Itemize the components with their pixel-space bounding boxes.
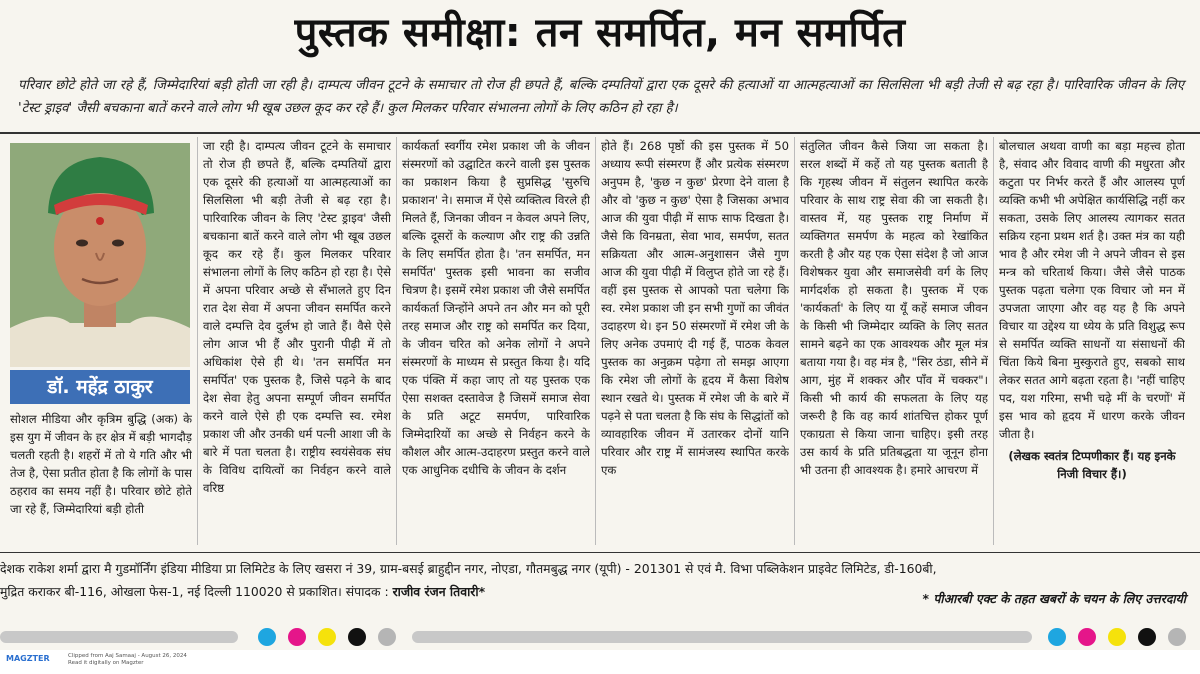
clip-line-1: Clipped from Aaj Samaaj - August 26, 2024: [68, 653, 187, 659]
divider: [0, 132, 1200, 134]
magenta-dot: [1078, 628, 1096, 646]
cyan-dot: [1048, 628, 1066, 646]
clip-line-2: Read it digitally on Magzter: [68, 660, 144, 666]
imprint-line-1: देशक राकेश शर्मा द्वारा मै गुडमॉर्निंग इंडिया मीडिया प्रा लिमिटेड के लिए खसरा नं 39, ग्राम-बसई ब्राहुद्दीन नगर, नोएडा, गौतमबुद्ध नगर (यूपी) - 201301 से एवं मै. विभा पब्लिकेशन प्राइवेट लिमिटेड, डी-160बी,: [0, 561, 937, 576]
author-photo: [10, 143, 190, 367]
black-dot: [1138, 628, 1156, 646]
column-text: होते हैं। 268 पृष्ठों की इस पुस्तक में 50 अध्याय रूपी संस्मरण हैं और प्रत्येक संस्मरण अनुपम है, 'कुछ न कुछ' प्रेरणा देने वाला है और वो 'कुछ न कुछ' ऐसा है जिसका अभाव आज की युवा पीढ़ी में साफ साफ दिखता है। जैसे कि विनम्रता, सेवा भाव, समर्पण, सतत सक्रियता और आत्म-अनुशासन जैसे गुण आज की युवा पीढ़ी में विलुप्त होते जा रहे हैं। वहीं इस पुस्तक से आपको पता चलेगा कि स्व. रमेश प्रकाश जी इन सभी गुणों का जीवंत उदाहरण थे। इन 50 संस्मरणों में रमेश जी के लिए अनेक उपमाएं दी गई हैं, पाठक केवल पुस्तक का अनुक्रम पढ़ेगा तो समझ आएगा कि रमेश जी लोगों के हृदय में कैसा विशेष स्थान रखते थे। पुस्तक में रमेश जी के बारे में पढ़ने से पता चलता है कि संघ के सिद्धांतों को व्यावहारिक जीवन में उतारकर दोनों यानि परिवार और राष्ट्र में सामंजस्य स्थापित करके एक: [601, 139, 789, 477]
grey-bar: [0, 631, 238, 643]
yellow-dot: [1108, 628, 1126, 646]
column-text: संतुलित जीवन कैसे जिया जा सकता है। सरल शब्दों में कहें तो यह पुस्तक बताती है कि गृहस्थ जीवन में संतुलन स्थापित करके परिवार के साथ राष्ट्र सेवा की जा सकती है। वास्तव में, यह पुस्तक राष्ट्र निर्माण में व्यक्तिगत समर्पण के महत्व को रेखांकित करती है और यह एक ऐसा संदेश है जो आज विशेषकर युवा और समाजसेवी वर्ग के लिए मार्गदर्शक हो सकता है। पुस्तक में एक 'कार्यकर्ता' के लिए या यूँ कहें समाज जीवन के किसी भी जिम्मेदार व्यक्ति के लिए सतत सामने बढ़ने का एक आवश्यक और मूल मंत्र बताया गया है। वह मंत्र है, "सिर ठंडा, सीने में आग, मुंह में शक्कर और पाँव में चक्कर"। किसी भी कार्य की सफलता के लिए यह जरूरी है कि वह कार्य शांतचित्त होकर पूर्ण एकाग्रता से किया जाना चाहिए। इसी तरह उस कार्य के प्रति प्रतिबद्धता या जूनून होना भी उतना ही आवश्यक है। हमारे आचरण में: [800, 139, 988, 477]
article-column-1: [10, 410, 192, 550]
magzter-footer: [0, 650, 1200, 674]
column-text: कार्यकर्ता स्वर्गीय रमेश प्रकाश जी के जीवन संस्मरणों को उद्घाटित करने वाली इस पुस्तक का प्रकाशन किया है सुप्रसिद्ध 'सुरुचि प्रकाशन' ने। समाज में ऐसे व्यक्तित्व विरले ही मिलते हैं, जिनका जीवन न केवल अपने लिए, बल्कि दूसरों के कल्याण और राष्ट्र की उन्नति के लिए समर्पित होता है। 'तन समर्पित, मन समर्पित' पुस्तक इसी भावना का सजीव चित्रण है। इसमें रमेश प्रकाश जी जैसे समर्पित कार्यकर्ता जिन्होंने अपने तन और मन को पूरी तरह समाज और राष्ट्र को समर्पित कर दिया, के जीवन चरित को अनेक लोगों ने अपने संस्मरणों के माध्यम से प्रस्तुत किया है। यदि एक पंक्ति में कहा जाए तो यह पुस्तक एक ऐसा सशक्त दस्तावेज है जिसमें समाज सेवा के प्रति अटूट समर्पण, पारिवारिक जिम्मेदारियों का अच्छे से निर्वहन करने के कौशल और आत्म-उदाहरण प्रस्तुत करने वाले एक आधुनिक दधीचि के जीवन के दर्शन: [402, 139, 590, 477]
imprint-line-2: मुद्रित कराकर बी-116, ओखला फेस-1, नई दिल्ली 110020 से प्रकाशित। संपादक :: [0, 584, 389, 599]
column-divider: [993, 137, 994, 545]
author-name: डॉ. महेंद्र ठाकुर: [10, 370, 190, 404]
article-column-2: [203, 137, 391, 549]
article-column-4: [601, 137, 789, 549]
column-text: जा रही है। दाम्पत्य जीवन टूटने के समाचार तो रोज ही छपते हैं, बल्कि दम्पतियों द्वारा एक दूसरे की हत्याओं या आत्महत्याओं का सिलसिला भी बड़ी तेजी से बढ़ रहा है। पारिवारिक जीवन के लिए 'टेस्ट ड्राइव' जैसी बचकाना बातें करने वाले लोग भी खूब उछल कूद कर रहे हैं। कुल मिलकर परिवार संभालना लोगों के लिए कठिन हो रहा है। ऐसे में अपना परिवार अच्छे से सँभालते हुए दिन रात देश सेवा में अपना जीवन समर्पित करने वाले दम्पत्ति देव दुर्लभ हो जाते हैं। वैसे ऐसे लोग आज भी हैं और पुरानी पीढ़ी में तो अधिकांश ऐसे ही थे। 'तन समर्पित मन समर्पित' एक पुस्तक है, जिसे पढ़ने के बाद देश सेवा हेतु अपना सम्पूर्ण जीवन समर्पित करने वाले ऐसे ही एक दम्पत्ति स्व. रमेश प्रकाश जी और उनकी धर्म पत्नी आशा जी के बारे में पता चलता है। राष्ट्रीय स्वयंसेवक संघ के विविध दायित्वों का निर्वहन करने वाले वरिष्ठ: [203, 139, 391, 495]
clip-credit: [68, 653, 187, 667]
yellow-dot: [318, 628, 336, 646]
grey-dot: [1168, 628, 1186, 646]
article-column-5: [800, 137, 988, 549]
author-disclaimer: (लेखक स्वतंत्र टिप्पणीकार हैं। यह इनके निजी विचार हैं।): [1008, 449, 1176, 481]
column-divider: [794, 137, 795, 545]
registration-strip: [0, 625, 1200, 647]
column-text: बोलचाल अथवा वाणी का बड़ा महत्त्व होता है, संवाद और विवाद वाणी की मधुरता और कटुता पर निर्भर करते हैं और आलस्य पूर्ण व्यक्ति कभी भी अपेक्षित कार्यसिद्धि नहीं कर सकता, उसके लिए आलस्य त्यागकर सतत सक्रिय रहना प्रथम शर्त है। उक्त मंत्र का यही भाव है और रमेश जी ने अपने जीवन से इस मन्त्र को चरितार्थ किया। जैसे जैसे पाठक पुस्तक पढ़ता चलेगा एक विचार जो मन में उपजता जाएगा और वह यह है कि अपने विचार या उद्देश्य या ध्येय के प्रति विशुद्ध रूप से समर्पित व्यक्ति साधनों या संसाधनों की चिंता किये बिना मुस्कुराते हुए, सबको साथ लेकर सतत आगे बढ़ता रहता है। 'नहीं चाहिए पद, यश गरिमा, सभी चढ़े मीं के चरणों' में इस भाव को हृदय में धारण करके जीवन जीता है।: [999, 139, 1185, 441]
page-title: पुस्तक समीक्षा: तन समर्पित, मन समर्पित: [294, 10, 906, 56]
article-column-6: [999, 137, 1185, 549]
grey-bar: [412, 631, 1032, 643]
column-divider: [595, 137, 596, 545]
editor-name: राजीव रंजन तिवारी*: [392, 584, 486, 599]
article-column-3: [402, 137, 590, 549]
black-dot: [348, 628, 366, 646]
prb-act-note: * पीआरबी एक्ट के तहत खबरों के चयन के लिए उत्तरदायी: [922, 591, 1186, 606]
cyan-dot: [258, 628, 276, 646]
column-divider: [197, 137, 198, 545]
intro-paragraph: परिवार छोटे होते जा रहे हैं, जिम्मेदारियां बड़ी होती जा रही है। दाम्पत्य जीवन टूटने के समाचार तो रोज ही छपते हैं, बल्कि दम्पतियों द्वारा एक दूसरे की हत्याओं या आत्महत्याओं का सिलसिला भी बड़ी तेजी से बढ़ रहा है। पारिवारिक जीवन के लिए 'टेस्ट ड्राइव' जैसी बचकाना बातें करने वाले लोग भी खूब उछल कूद कर रहे हैं। कुल मिलकर परिवार संभालना लोगों के लिए कठिन हो रहा है।: [18, 78, 1184, 116]
magenta-dot: [288, 628, 306, 646]
column-text: सोशल मीडिया और कृत्रिम बुद्धि (अक) के इस युग में जीवन के हर क्षेत्र में बड़ी भागदौड़ चलती रहती है। शहरों में तो ये गति और भी तेज है, ऐसा प्रतीत होता है कि लोगों के पास ठहराव का समय नहीं है। परिवार छोटे होते जा रहे हैं, जिम्मेदारियां बड़ी होती: [10, 412, 192, 516]
magzter-logo[interactable]: MAGZTER: [6, 654, 50, 663]
column-divider: [396, 137, 397, 545]
divider: [0, 552, 1200, 553]
grey-dot: [378, 628, 396, 646]
